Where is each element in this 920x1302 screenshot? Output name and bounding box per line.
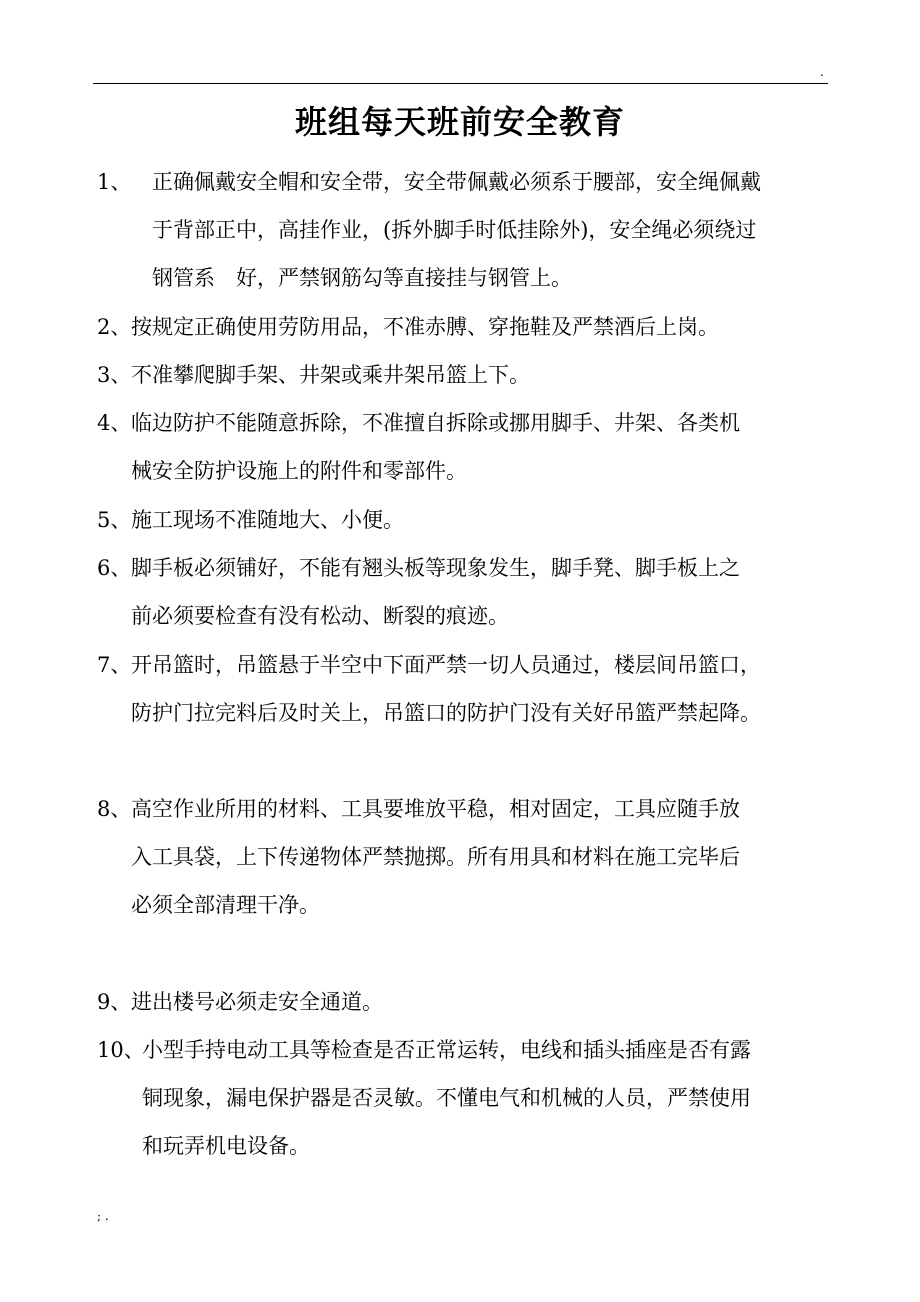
item-8-line-1: 高空作业所用的材料、工具要堆放平稳，相对固定，工具应随手放 bbox=[131, 797, 740, 821]
item-1-number: 1、 bbox=[97, 170, 132, 194]
item-4-line-1: 临边防护不能随意拆除，不准擅自拆除或挪用脚手、井架、各类机 bbox=[131, 411, 740, 435]
item-7-line-2: 防护门拉完料后及时关上，吊篮口的防护门没有关好吊篮严禁起降。 bbox=[131, 701, 761, 725]
item-4-number: 4、 bbox=[97, 411, 132, 435]
item-7-number: 7、 bbox=[97, 653, 132, 677]
item-4-line-2: 械安全防护设施上的附件和零部件。 bbox=[131, 459, 467, 483]
item-7-line-1: 开吊篮时，吊篮悬于半空中下面严禁一切人员通过，楼层间吊篮口， bbox=[131, 653, 761, 677]
item-6-line-1: 脚手板必须铺好，不能有翘头板等现象发生，脚手凳、脚手板上之 bbox=[131, 556, 740, 580]
item-8-line-3: 必须全部清理干净。 bbox=[131, 893, 320, 917]
item-1-line-2: 于背部正中，高挂作业，(拆外脚手时低挂除外)，安全绳必须绕过 bbox=[152, 218, 757, 242]
item-8-number: 8、 bbox=[97, 797, 132, 821]
item-10-line-1: 小型手持电动工具等检查是否正常运转，电线和插头插座是否有露 bbox=[142, 1038, 751, 1062]
item-2-number: 2、 bbox=[97, 315, 132, 339]
item-5-line-1: 施工现场不准随地大、小便。 bbox=[131, 508, 404, 532]
footer-mark: ; . bbox=[97, 1209, 109, 1223]
item-9-line-1: 进出楼号必须走安全通道。 bbox=[131, 990, 383, 1014]
item-1-line-1: 正确佩戴安全帽和安全带，安全带佩戴必须系于腰部，安全绳佩戴 bbox=[152, 170, 761, 194]
page-title: 班组每天班前安全教育 bbox=[294, 103, 625, 141]
header-mark: . bbox=[820, 65, 824, 79]
item-3-number: 3、 bbox=[97, 363, 132, 387]
item-3-line-1: 不准攀爬脚手架、井架或乘井架吊篮上下。 bbox=[131, 363, 530, 387]
item-10-line-2: 铜现象，漏电保护器是否灵敏。不懂电气和机械的人员，严禁使用 bbox=[142, 1086, 751, 1110]
item-8-line-2: 入工具袋，上下传递物体严禁抛掷。所有用具和材料在施工完毕后 bbox=[131, 845, 740, 869]
header-rule bbox=[93, 83, 828, 84]
item-10-number: 10、 bbox=[97, 1038, 145, 1062]
item-9-number: 9、 bbox=[97, 990, 132, 1014]
item-5-number: 5、 bbox=[97, 508, 132, 532]
item-2-line-1: 按规定正确使用劳防用品，不准赤膊、穿拖鞋及严禁酒后上岗。 bbox=[131, 315, 719, 339]
item-10-line-3: 和玩弄机电设备。 bbox=[142, 1134, 310, 1158]
item-6-number: 6、 bbox=[97, 556, 132, 580]
item-6-line-2: 前必须要检查有没有松动、断裂的痕迹。 bbox=[131, 604, 509, 628]
item-1-line-3: 钢管系 好，严禁钢筋勾等直接挂与钢管上。 bbox=[152, 266, 572, 290]
